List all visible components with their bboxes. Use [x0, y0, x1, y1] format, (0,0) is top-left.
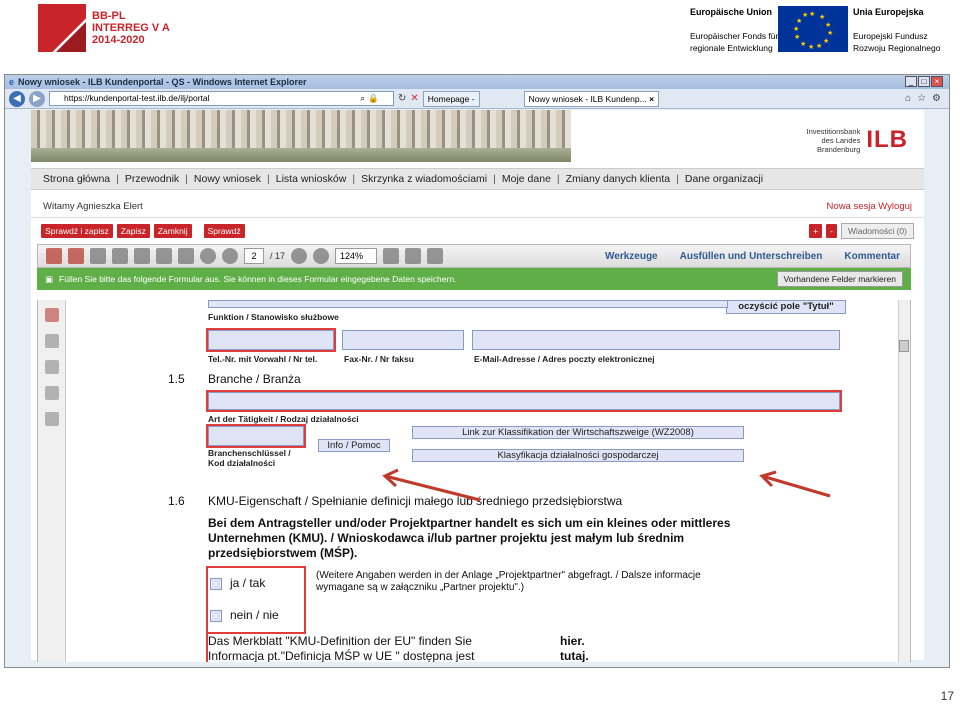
- kmu-text-2: Unternehmen (KMU). / Wnioskodawca i/lub partner projektu jest małym lub średnim: [208, 531, 685, 545]
- address-url: https://kundenportal-test.ilb.de/ilj/portal: [64, 93, 210, 103]
- ie-icon: e: [9, 77, 15, 87]
- wz2008-link-button[interactable]: Link zur Klassifikation der Wirtschaftszweige (WZ2008): [412, 426, 744, 439]
- slide-page-number: 17: [940, 689, 954, 703]
- eu-pl-title: Unia Europejska: [853, 7, 924, 17]
- logo-line-1: BB-PL: [92, 10, 126, 22]
- label-phone: Tel.-Nr. mit Vorwahl / Nr tel.: [208, 354, 318, 364]
- eu-de-line2: regionale Entwicklung: [690, 43, 773, 53]
- forward-icon[interactable]: ▶: [29, 91, 45, 107]
- close-icon[interactable]: ×: [931, 76, 943, 87]
- tools-button[interactable]: Werkzeuge: [605, 250, 658, 262]
- window-title: Nowy wniosek - ILB Kundenportal - QS - Windows Internet Explorer: [18, 77, 307, 87]
- tab-nowy-wniosek[interactable]: Nowy wniosek - ILB Kundenp... ×: [524, 91, 659, 107]
- gear-icon[interactable]: ⚙: [932, 93, 941, 104]
- label-fax: Fax-Nr. / Nr faksu: [344, 354, 414, 364]
- minus-button[interactable]: -: [826, 224, 837, 238]
- notice-icon: ▣: [45, 273, 54, 284]
- eu-flag-icon: ★ ★ ★ ★ ★ ★ ★ ★ ★ ★ ★ ★: [778, 6, 848, 52]
- minimize-icon[interactable]: _: [905, 76, 917, 87]
- welcome-text: Witamy Agnieszka Elert: [43, 201, 143, 212]
- link-hier[interactable]: hier.: [560, 634, 585, 648]
- kmu-no-label: nein / nie: [230, 608, 279, 622]
- note-line-2: wymagane są w załączniku „Partner projektu".): [316, 582, 525, 593]
- label-branch-code-1: Branchenschlüssel /: [208, 448, 291, 458]
- menu-przewodnik[interactable]: Przewodnik: [124, 173, 180, 185]
- arrow-left-icon: [385, 470, 480, 500]
- merkblatt-line-1: Das Merkblatt "KMU-Definition der EU" finden Sie: [208, 634, 472, 648]
- arrow-right-icon: [762, 472, 830, 496]
- session-links[interactable]: Nowa sesja Wyloguj: [826, 201, 912, 212]
- home-icon[interactable]: ⌂: [905, 93, 912, 104]
- maximize-icon[interactable]: □: [918, 76, 930, 87]
- menu-strona-glowna[interactable]: Strona główna: [43, 173, 111, 185]
- menu-nowy-wniosek[interactable]: Nowy wniosek: [193, 173, 261, 185]
- kmu-text-1: Bei dem Antragsteller und/oder Projektpartner handelt es sich um ein kleines oder mittleres: [208, 516, 731, 530]
- note-line-1: (Weitere Angaben werden in der Anlage „Projektpartner" abgefragt. / Dalsze informacje: [316, 570, 701, 581]
- section-1-6-title: KMU-Eigenschaft / Spełnianie definicji małego lub średniego przedsiębiorstwa: [208, 494, 623, 508]
- refresh-icon[interactable]: ↻: [398, 93, 407, 104]
- menu-skrzynka[interactable]: Skrzynka z wiadomościami: [361, 173, 488, 185]
- kmu-yes-label: ja / tak: [230, 576, 266, 590]
- kmu-text-3: przedsiębiorstwem (MŚP).: [208, 546, 358, 560]
- main-menu: Strona główna | Przewodnik | Nowy wniosek | Lista wniosków | Skrzynka z wiadomościami | Moje dane | Zmiany danych klienta | Dane organizacji: [31, 168, 924, 190]
- menu-zmiany-danych[interactable]: Zmiany danych klienta: [565, 173, 671, 185]
- tab-close-icon[interactable]: ×: [649, 93, 655, 104]
- page-total: / 17: [270, 251, 286, 261]
- save-button[interactable]: Zapisz: [117, 224, 150, 238]
- page-number-input[interactable]: 2: [244, 248, 264, 264]
- eu-de-title: Europäische Union: [690, 7, 773, 17]
- logo-line-2: INTERREG V A: [92, 22, 170, 34]
- ilb-logo-text: ILB: [866, 126, 908, 153]
- messages-button[interactable]: Wiadomości (0): [841, 223, 914, 239]
- merkblatt-line-2: Informacja pt."Definicja MŚP w UE " dostępna jest: [208, 649, 475, 662]
- lock-icon[interactable]: 🔒: [368, 93, 379, 103]
- section-1-5-number: 1.5: [168, 372, 185, 386]
- label-funktion: Funktion / Stanowisko służbowe: [208, 312, 339, 322]
- clear-title-button[interactable]: oczyścić pole "Tytuł": [726, 300, 846, 314]
- eu-de-line1: Europäischer Fonds für: [690, 31, 779, 41]
- plus-button[interactable]: +: [809, 224, 822, 238]
- check-save-button[interactable]: Sprawdź i zapisz: [41, 224, 113, 238]
- logo-line-3: 2014-2020: [92, 34, 145, 46]
- link-tutaj[interactable]: tutaj.: [560, 649, 589, 662]
- search-icon[interactable]: ⌕: [360, 93, 365, 103]
- info-help-button[interactable]: Info / Pomoc: [318, 439, 390, 452]
- label-branch-code-2: Kod działalności: [208, 458, 276, 468]
- tab-homepage[interactable]: Homepage -: [423, 91, 480, 107]
- section-1-5-title: Branche / Branża: [208, 372, 301, 386]
- menu-moje-dane[interactable]: Moje dane: [501, 173, 551, 185]
- close-button[interactable]: Zamknij: [154, 224, 192, 238]
- zoom-select[interactable]: 124%: [335, 248, 377, 264]
- section-1-6-number: 1.6: [168, 494, 185, 508]
- label-activity: Art der Tätigkeit / Rodzaj działalności: [208, 414, 359, 424]
- comment-button[interactable]: Kommentar: [844, 250, 900, 262]
- menu-dane-organizacji[interactable]: Dane organizacji: [684, 173, 764, 185]
- fill-sign-button[interactable]: Ausfüllen und Unterschreiben: [679, 250, 823, 262]
- stop-icon[interactable]: ✕: [410, 93, 419, 104]
- highlight-fields-button[interactable]: Vorhandene Felder markieren: [777, 271, 903, 287]
- classification-button[interactable]: Klasyfikacja działalności gospodarczej: [412, 449, 744, 462]
- favorites-icon[interactable]: ☆: [917, 93, 927, 104]
- check-button[interactable]: Sprawdź: [204, 224, 245, 238]
- menu-lista-wnioskow[interactable]: Lista wniosków: [275, 173, 347, 185]
- label-email: E-Mail-Adresse / Adres poczty elektronicznej: [474, 354, 655, 364]
- notice-text: Füllen Sie bitte das folgende Formular aus. Sie können in dieses Formular eingegebene Daten speichern.: [59, 274, 457, 284]
- back-icon[interactable]: ◀: [9, 91, 25, 107]
- eu-pl-line1: Europejski Fundusz: [853, 31, 928, 41]
- eu-pl-line2: Rozwoju Regionalnego: [853, 43, 941, 53]
- ilb-logo: Investitionsbank des Landes Brandenburg ILB: [806, 126, 908, 154]
